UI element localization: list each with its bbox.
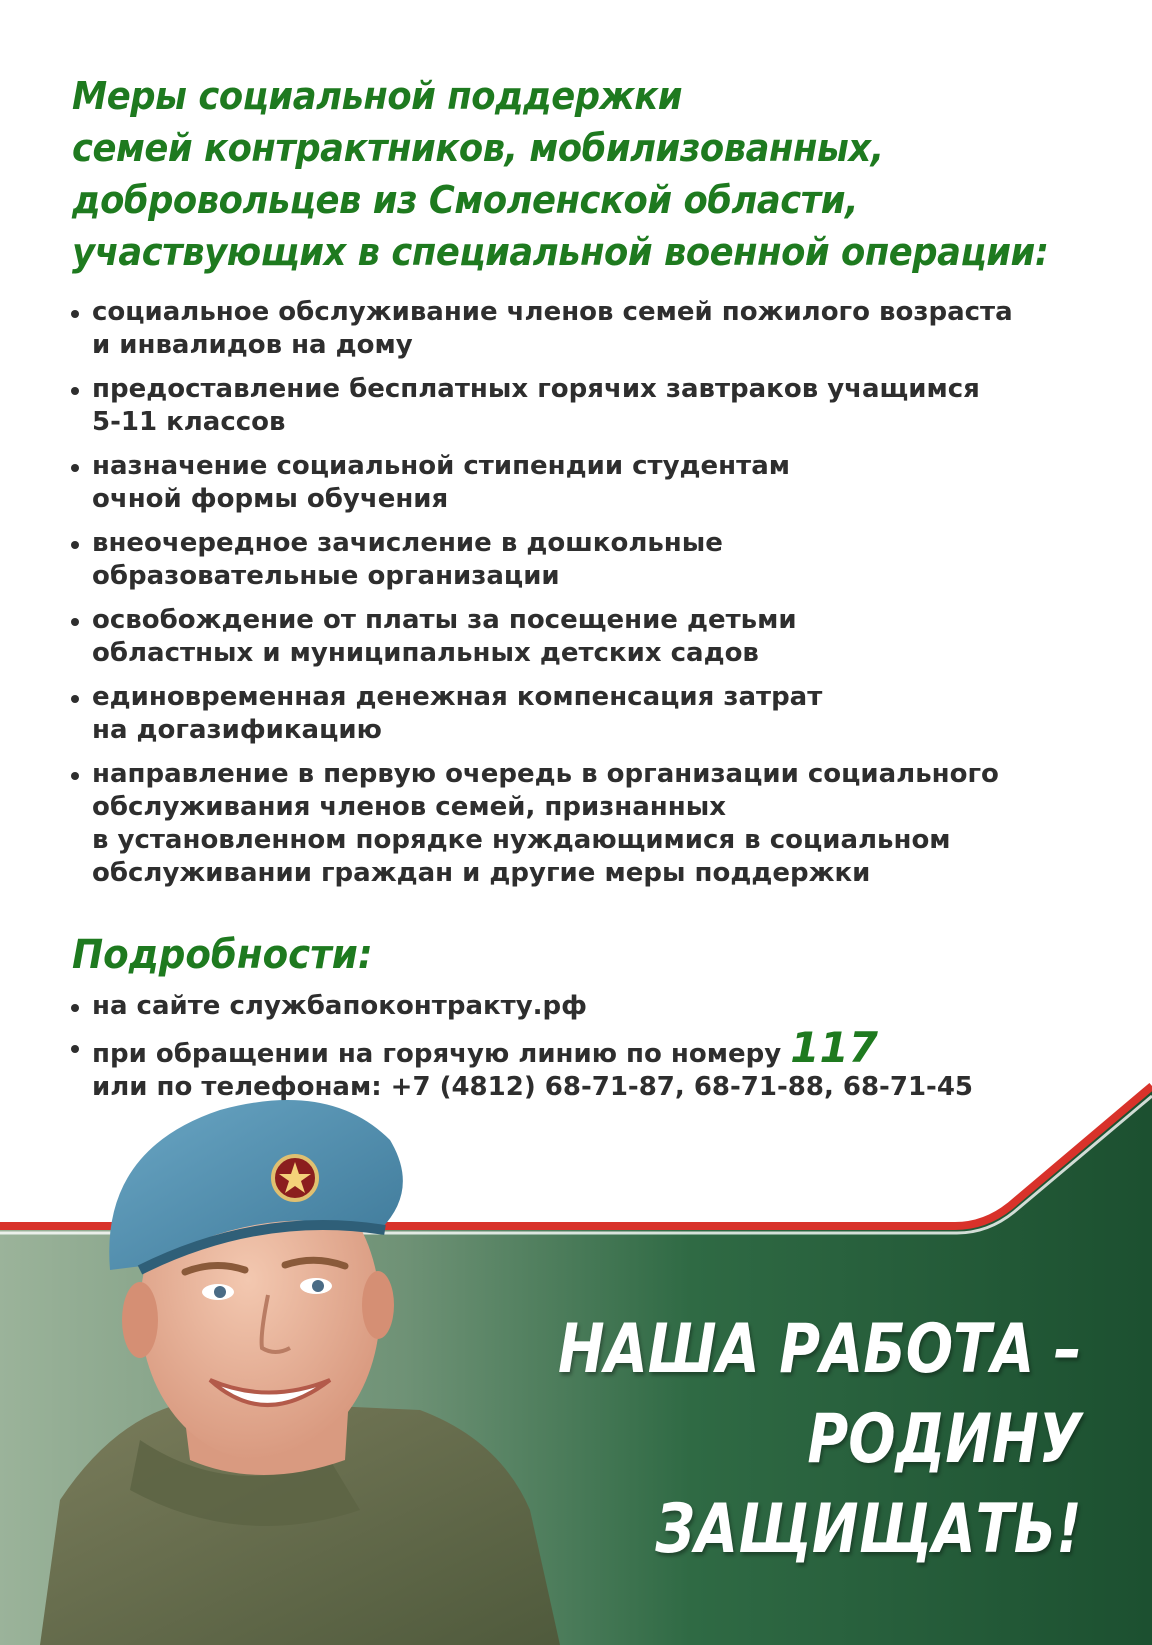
left-ear: [122, 1282, 158, 1358]
list-item: [70, 527, 1090, 593]
bullet-icon: [71, 1045, 79, 1053]
item-line: и инвалидов на дому: [92, 330, 413, 360]
bullet-icon: [71, 310, 79, 318]
item-line: образовательные организации: [92, 561, 560, 591]
title-line-2: семей контрактников, мобилизованных,: [72, 126, 884, 170]
item-line: в установленном порядке нуждающимися в социальном: [92, 825, 951, 855]
website-text: на сайте службапоконтракту.рф: [92, 991, 587, 1021]
hotline-number: 117: [790, 1023, 878, 1072]
item-line: областных и муниципальных детских садов: [92, 638, 759, 668]
slogan-line-1: НАША РАБОТА –: [558, 1310, 1082, 1389]
item-line: социальное обслуживание членов семей пожилого возраста: [92, 297, 1013, 327]
item-line: единовременная денежная компенсация затрат: [92, 682, 823, 712]
list-item: [70, 450, 1090, 516]
bullet-icon: [71, 464, 79, 472]
item-line: на догазификацию: [92, 715, 382, 745]
list-item: [70, 604, 1090, 670]
item-line: назначение социальной стипендии студентам: [92, 451, 791, 481]
right-ear: [362, 1271, 394, 1339]
list-item: [70, 296, 1090, 362]
item-line: очной формы обучения: [92, 484, 449, 514]
list-item: [70, 373, 1090, 439]
item-line: обслуживания членов семей, признанных: [92, 792, 726, 822]
bullet-icon: [71, 541, 79, 549]
item-line: внеочередное зачисление в дошкольные: [92, 528, 723, 558]
slogan-line-3: ЗАЩИЩАТЬ!: [655, 1490, 1082, 1569]
bullet-icon: [71, 1004, 79, 1012]
list-item: [70, 758, 1090, 890]
bullet-icon: [71, 618, 79, 626]
hotline-text: при обращении на горячую линию по номеру: [92, 1039, 782, 1069]
website-item: [70, 990, 1070, 1023]
phones-text: или по телефонам: +7 (4812) 68-71-87, 68-71-88, 68-71-45: [92, 1072, 974, 1102]
bullet-icon: [71, 387, 79, 395]
item-line: освобождение от платы за посещение детьми: [92, 605, 797, 635]
details-title: Подробности:: [72, 932, 373, 978]
list-item: [70, 681, 1090, 747]
support-measures-list: [70, 296, 1090, 901]
slogan: [558, 1305, 1082, 1575]
poster-title: [72, 70, 1049, 278]
item-line: направление в первую очередь в организации социального: [92, 759, 999, 789]
hotline-line: [92, 1023, 1070, 1072]
item-line: 5-11 классов: [92, 407, 286, 437]
title-line-3: добровольцев из Смоленской области,: [72, 178, 859, 222]
slogan-line-2: РОДИНУ: [807, 1400, 1082, 1479]
title-line-4: участвующих в специальной военной операции:: [72, 230, 1049, 274]
bullet-icon: [71, 695, 79, 703]
bullet-icon: [71, 772, 79, 780]
item-line: обслуживании граждан и другие меры поддержки: [92, 858, 871, 888]
title-line-1: Меры социальной поддержки: [72, 74, 683, 118]
item-line: предоставление бесплатных горячих завтраков учащимся: [92, 374, 980, 404]
